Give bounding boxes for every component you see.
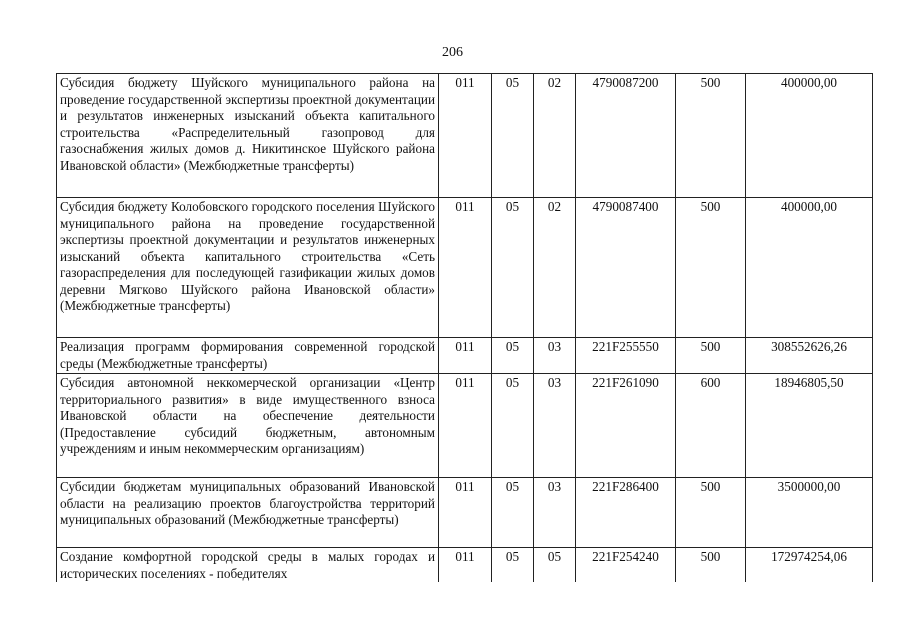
ministry-code: 011: [439, 338, 492, 374]
row-description: Субсидия автономной неккомерческой организации «Центр территориального развития» в виде имущественного взноса Ивановской области на обеспечение деятельности (Предоставление субсидий бюджетным, автономным учреждениям и иным некоммерческим организациям): [57, 374, 439, 478]
subsection-code: 03: [534, 478, 576, 548]
subsection-code: 02: [534, 74, 576, 198]
target-article-code: 4790087200: [576, 74, 676, 198]
table-row: [57, 198, 873, 338]
expense-type-code: 500: [676, 548, 746, 583]
ministry-code: 011: [439, 548, 492, 583]
section-code: 05: [492, 478, 534, 548]
target-article-code: 221F261090: [576, 374, 676, 478]
expense-type-code: 600: [676, 374, 746, 478]
row-description: Реализация программ формирования современной городской среды (Межбюджетные трансферты): [57, 338, 439, 374]
amount: 400000,00: [746, 74, 873, 198]
table-row: [57, 478, 873, 548]
section-code: 05: [492, 548, 534, 583]
page-number: 206: [442, 45, 463, 60]
ministry-code: 011: [439, 374, 492, 478]
section-code: 05: [492, 338, 534, 374]
row-description: Субсидия бюджету Шуйского муниципального района на проведение государственной экспертизы проектной документации и результатов инженерных изысканий объекта капитального строительства «Распределительный газопровод для газоснабжения жилых домов д. Никитинское Шуйского района Ивановской области» (Межбюджетные трансферты): [57, 74, 439, 198]
subsection-code: 03: [534, 338, 576, 374]
page-bottom-margin: [0, 582, 905, 640]
row-description: Создание комфортной городской среды в малых городах и исторических поселениях - победителях: [57, 548, 439, 583]
row-description: Субсидия бюджету Колобовского городского поселения Шуйского муниципального района на проведение государственной экспертизы проектной документации и результатов инженерных изысканий объекта капитального строительства «Сеть газораспределения для последующей газификации жилых домов деревни Мягково Шуйского района Ивановской области» (Межбюджетные трансферты): [57, 198, 439, 338]
ministry-code: 011: [439, 198, 492, 338]
amount: 3500000,00: [746, 478, 873, 548]
row-description: Субсидии бюджетам муниципальных образований Ивановской области на реализацию проектов благоустройства территорий муниципальных образований (Межбюджетные трансферты): [57, 478, 439, 548]
table-row: [57, 548, 873, 583]
subsection-code: 05: [534, 548, 576, 583]
target-article-code: 221F254240: [576, 548, 676, 583]
expense-type-code: 500: [676, 478, 746, 548]
subsection-code: 02: [534, 198, 576, 338]
expense-type-code: 500: [676, 74, 746, 198]
expense-type-code: 500: [676, 198, 746, 338]
amount: 308552626,26: [746, 338, 873, 374]
table-row: [57, 338, 873, 374]
section-code: 05: [492, 74, 534, 198]
ministry-code: 011: [439, 478, 492, 548]
section-code: 05: [492, 198, 534, 338]
target-article-code: 221F286400: [576, 478, 676, 548]
target-article-code: 4790087400: [576, 198, 676, 338]
section-code: 05: [492, 374, 534, 478]
table-row: [57, 374, 873, 478]
budget-table: [56, 73, 873, 582]
amount: 172974254,06: [746, 548, 873, 583]
amount: 400000,00: [746, 198, 873, 338]
expense-type-code: 500: [676, 338, 746, 374]
ministry-code: 011: [439, 74, 492, 198]
target-article-code: 221F255550: [576, 338, 676, 374]
table-row: [57, 74, 873, 198]
amount: 18946805,50: [746, 374, 873, 478]
subsection-code: 03: [534, 374, 576, 478]
